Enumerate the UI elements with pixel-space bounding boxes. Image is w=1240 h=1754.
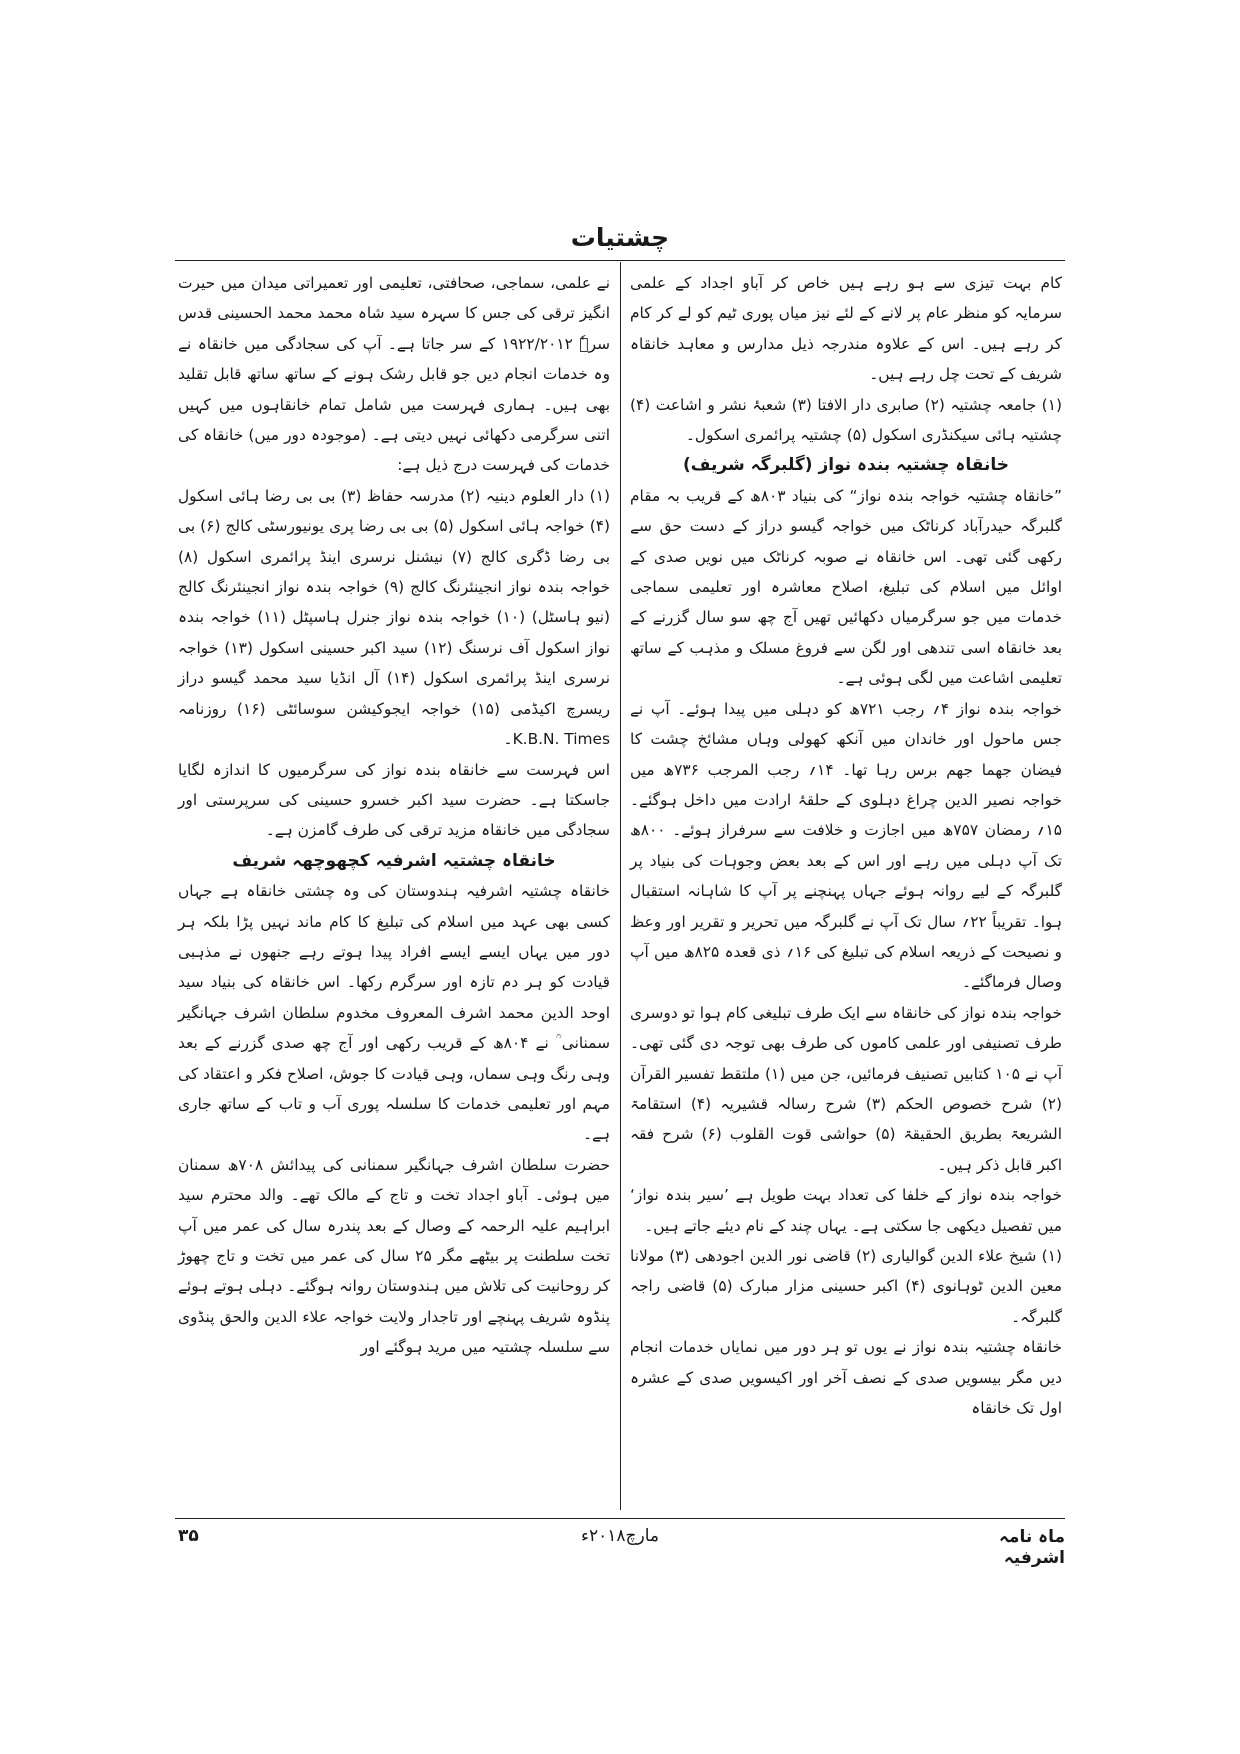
paragraph: (۱) شیخ علاء الدین گوالیاری (۲) قاضی نور الدین اجودھی (۳) مولانا معین الدین ٹوہانوی (۴) اکبر حسینی مزار مبارک (۵) قاضی راجہ گلبرگہ۔ (630, 1247, 1062, 1326)
paragraph: اس فہرست سے خانقاہ بندہ نواز کی سرگرمیوں کا اندازہ لگایا جاسکتا ہے۔ حضرت سید اکبر خسرو حسینی کی سرپرستی اور سجادگی میں خانقاہ مزید ترقی کی طرف گامزن ہے۔ (178, 760, 610, 840)
page-number: ۳۵ (178, 1526, 199, 1546)
paragraph: ”خانقاہ چشتیہ خواجہ بندہ نواز“ کی بنیاد ۸۰۳ھ کے قریب بہ مقام گلبرگہ حیدرآباد کرناٹک میں خواجہ گیسو دراز کے دست حق سے رکھی گئی تھی۔ اس خانقاہ نے صوبہ کرناٹک میں نویں صدی کے اوائل میں اسلام کی تبلیغ، اصلاح معاشرہ اور تعلیمی سماجی خدمات میں جو سرگرمیاں دکھائیں تھیں آج چھ سو سال گزرنے کے بعد خانقاہ اسی تندھی اور لگن سے فروغ مسلک و مذہب کے ساتھ تعلیمی اشاعت میں لگی ہوئی ہے۔ (630, 486, 1062, 688)
paragraph: خواجہ بندہ نواز کی خانقاہ سے ایک طرف تبلیغی کام ہوا تو دوسری طرف تصنیفی اور علمی کاموں کی طرف بھی توجہ دی گئی تھی۔ آپ نے ۱۰۵ کتابیں تصنیف فرمائیں، جن میں (۱) ملتقط تفسیر القرآن (۲) شرح خصوص الحکم (۳) شرح رسالہ قشیریہ (۴) استقامۃ الشریعۃ بطریق الحقیقۃ (۵) حواشی قوت القلوب (۶) شرح فقہ اکبر قابل ذکر ہیں۔ (630, 1003, 1063, 1174)
paragraph: (۱) دار العلوم دینیہ (۲) مدرسہ حفاظ (۳) بی بی رضا ہائی اسکول (۴) خواجہ ہائی اسکول (۵) بی بی رضا پری یونیورسٹی کالج (۶) بی بی رضا ڈگری کالج (۷) نیشنل نرسری اینڈ پرائمری اسکول (۸) خواجہ بندہ نواز انجینئرنگ کالج (۹) خواجہ بندہ نواز انجینئرنگ کالج (نیو ہاسٹل) (۱۰) خواجہ بندہ نواز جنرل ہاسپٹل (۱۱) خواجہ بندہ نواز اسکول آف نرسنگ (۱۲) سید اکبر حسینی اسکول (۱۳) خواجہ نرسری اینڈ پرائمری اسکول (۱۴) آل انڈیا سید محمد گیسو دراز ریسرچ اکیڈمی (۱۵) خواجہ ایجوکیشن سوسائٹی (۱۶) روزنامہ K.B.N. Times۔ (178, 486, 611, 749)
section-heading: خانقاہ چشتیہ بندہ نواز (گلبرگہ شریف) (683, 455, 1009, 476)
paragraph: حضرت سلطان اشرف جہانگیر سمنانی کی پیدائش ۷۰۸ھ سمنان میں ہوئی۔ آباو اجداد تخت و تاج کے مالک تھے۔ والد محترم سید ابراہیم علیہ الرحمہ کے وصال کے بعد پندرہ سال کی عمر میں آپ تخت سلطنت پر بیٹھے مگر ۲۵ سال کی عمر میں تخت و تاج چھوڑ کر روحانیت کی تلاش میں ہندوستان روانہ ہوگئے۔ دہلی ہوتے ہوئے پنڈوہ شریف پہنچے اور تاجدار ولایت خواجہ علاء الدین والحق پنڈوی سے سلسلہ چشتیہ میں مرید ہوگئے اور (178, 1155, 610, 1357)
magazine-name: ماہ نامہ اشرفیہ (998, 1527, 1065, 1568)
footer-rule (175, 1518, 1065, 1519)
paragraph: خواجہ بندہ نواز ۴؍ رجب ۷۲۱ھ کو دہلی میں پیدا ہوئے۔ آپ نے جس ماحول اور خاندان میں آنکھ کھولی وہاں مشائخ چشت کا فیضان جھما جھم برس رہا تھا۔ ۱۴؍ رجب المرجب ۷۳۶ھ میں خواجہ نصیر الدین چراغ دہلوی کے حلقۂ ارادت میں داخل ہوگئے۔ ۱۵؍ رمضان ۷۵۷ھ میں اجازت و خلافت سے سرفراز ہوئے۔ ۸۰۰ھ تک آپ دہلی میں رہے اور اس کے بعد بعض وجوہات کی بنیاد پر گلبرگہ کے لیے روانہ ہوئے جہاں پہنچنے پر آپ کا شاہانہ استقبال ہوا۔ تقریباً ۲۲؍ سال تک آپ نے گلبرگہ میں تحریر و تقریر اور وعظ و نصیحت کے ذریعہ اسلام کی تبلیغ کی ۱۶؍ ذی قعدہ ۸۲۵ھ میں آپ وصال فرماگئے۔ (630, 699, 1062, 992)
left-column (178, 268, 610, 1363)
paragraph: خانقاہ چشتیہ اشرفیہ ہندوستان کی وہ چشتی خانقاہ ہے جہاں کسی بھی عہد میں اسلام کی تبلیغ کا کام ماند نہیں پڑا بلکہ ہر دور میں یہاں ایسے ایسے افراد پیدا ہوتے رہے جنھوں نے مذہبی قیادت کو ہر دم تازہ اور سرگرم رکھا۔ اس خانقاہ کی بنیاد سید اوحد الدین محمد اشرف المعروف مخدوم سلطان اشرف جہانگیر سمنانی ؒ نے ۸۰۴ھ کے قریب رکھی اور آج چھ صدی گزرنے کے بعد وہی رنگ وہی سماں، وہی قیادت کا جوش، اصلاح فکر و اعتقاد کی مہم اور تعلیمی خدمات کا سلسلہ پوری آب و تاب کے ساتھ جاری ہے۔ (178, 882, 610, 1144)
paragraph: نے علمی، سماجی، صحافتی، تعلیمی اور تعمیراتی میدان میں حیرت انگیز ترقی کی جس کا سہرہ سید شاہ محمد محمد الحسینی قدس سرہٗ ۱۹۲۲/۲۰۱۲ کے سر جاتا ہے۔ آپ کی سجادگی میں خانقاہ نے وہ خدمات انجام دیں جو قابل رشک ہونے کے ساتھ ساتھ قابل تقلید بھی ہیں۔ ہماری فہرست میں شامل تمام خانقاہوں میں کہیں اتنی سرگرمی دکھائی نہیں دیتی ہے۔ (موجودہ دور میں) خانقاہ کی خدمات کی فہرست درج ذیل ہے: (178, 274, 610, 475)
header-rule (175, 260, 1065, 261)
issue-date: مارچ۲۰۱۸ء (581, 1526, 659, 1546)
paragraph: (۱) جامعہ چشتیہ (۲) صابری دار الافتا (۳) شعبۂ نشر و اشاعت (۴) چشتیہ ہائی سیکنڈری اسکول (۵) چشتیہ پرائمری اسکول۔ (630, 395, 1062, 445)
running-header-title: چشتیات (570, 223, 670, 252)
column-divider (620, 262, 621, 1510)
paragraph: کام بہت تیزی سے ہو رہے ہیں خاص کر آباو اجداد کے علمی سرمایہ کو منظر عام پر لانے کے لئے نیز میاں پوری ٹیم کو لے کر کام کر رہے ہیں۔ اس کے علاوہ مندرجہ ذیل مدارس و معاہد خانقاہ شریف کے تحت چل رہے ہیں۔ (630, 274, 1062, 384)
section-heading: خانقاہ چشتیہ اشرفیہ کچھوچھہ شریف (232, 850, 556, 871)
right-column (630, 268, 1062, 1423)
paragraph: خواجہ بندہ نواز کے خلفا کی تعداد بہت طویل ہے ’سیر بندہ نواز‘ میں تفصیل دیکھی جا سکتی ہے۔ یہاں چند کے نام دیئے جاتے ہیں۔ (630, 1186, 1062, 1235)
paragraph: خانقاہ چشتیہ بندہ نواز نے یوں تو ہر دور میں نمایاں خدمات انجام دیں مگر بیسویں صدی کے نصف آخر اور اکیسویں صدی کے عشرہ اول تک خانقاہ (630, 1338, 1062, 1418)
